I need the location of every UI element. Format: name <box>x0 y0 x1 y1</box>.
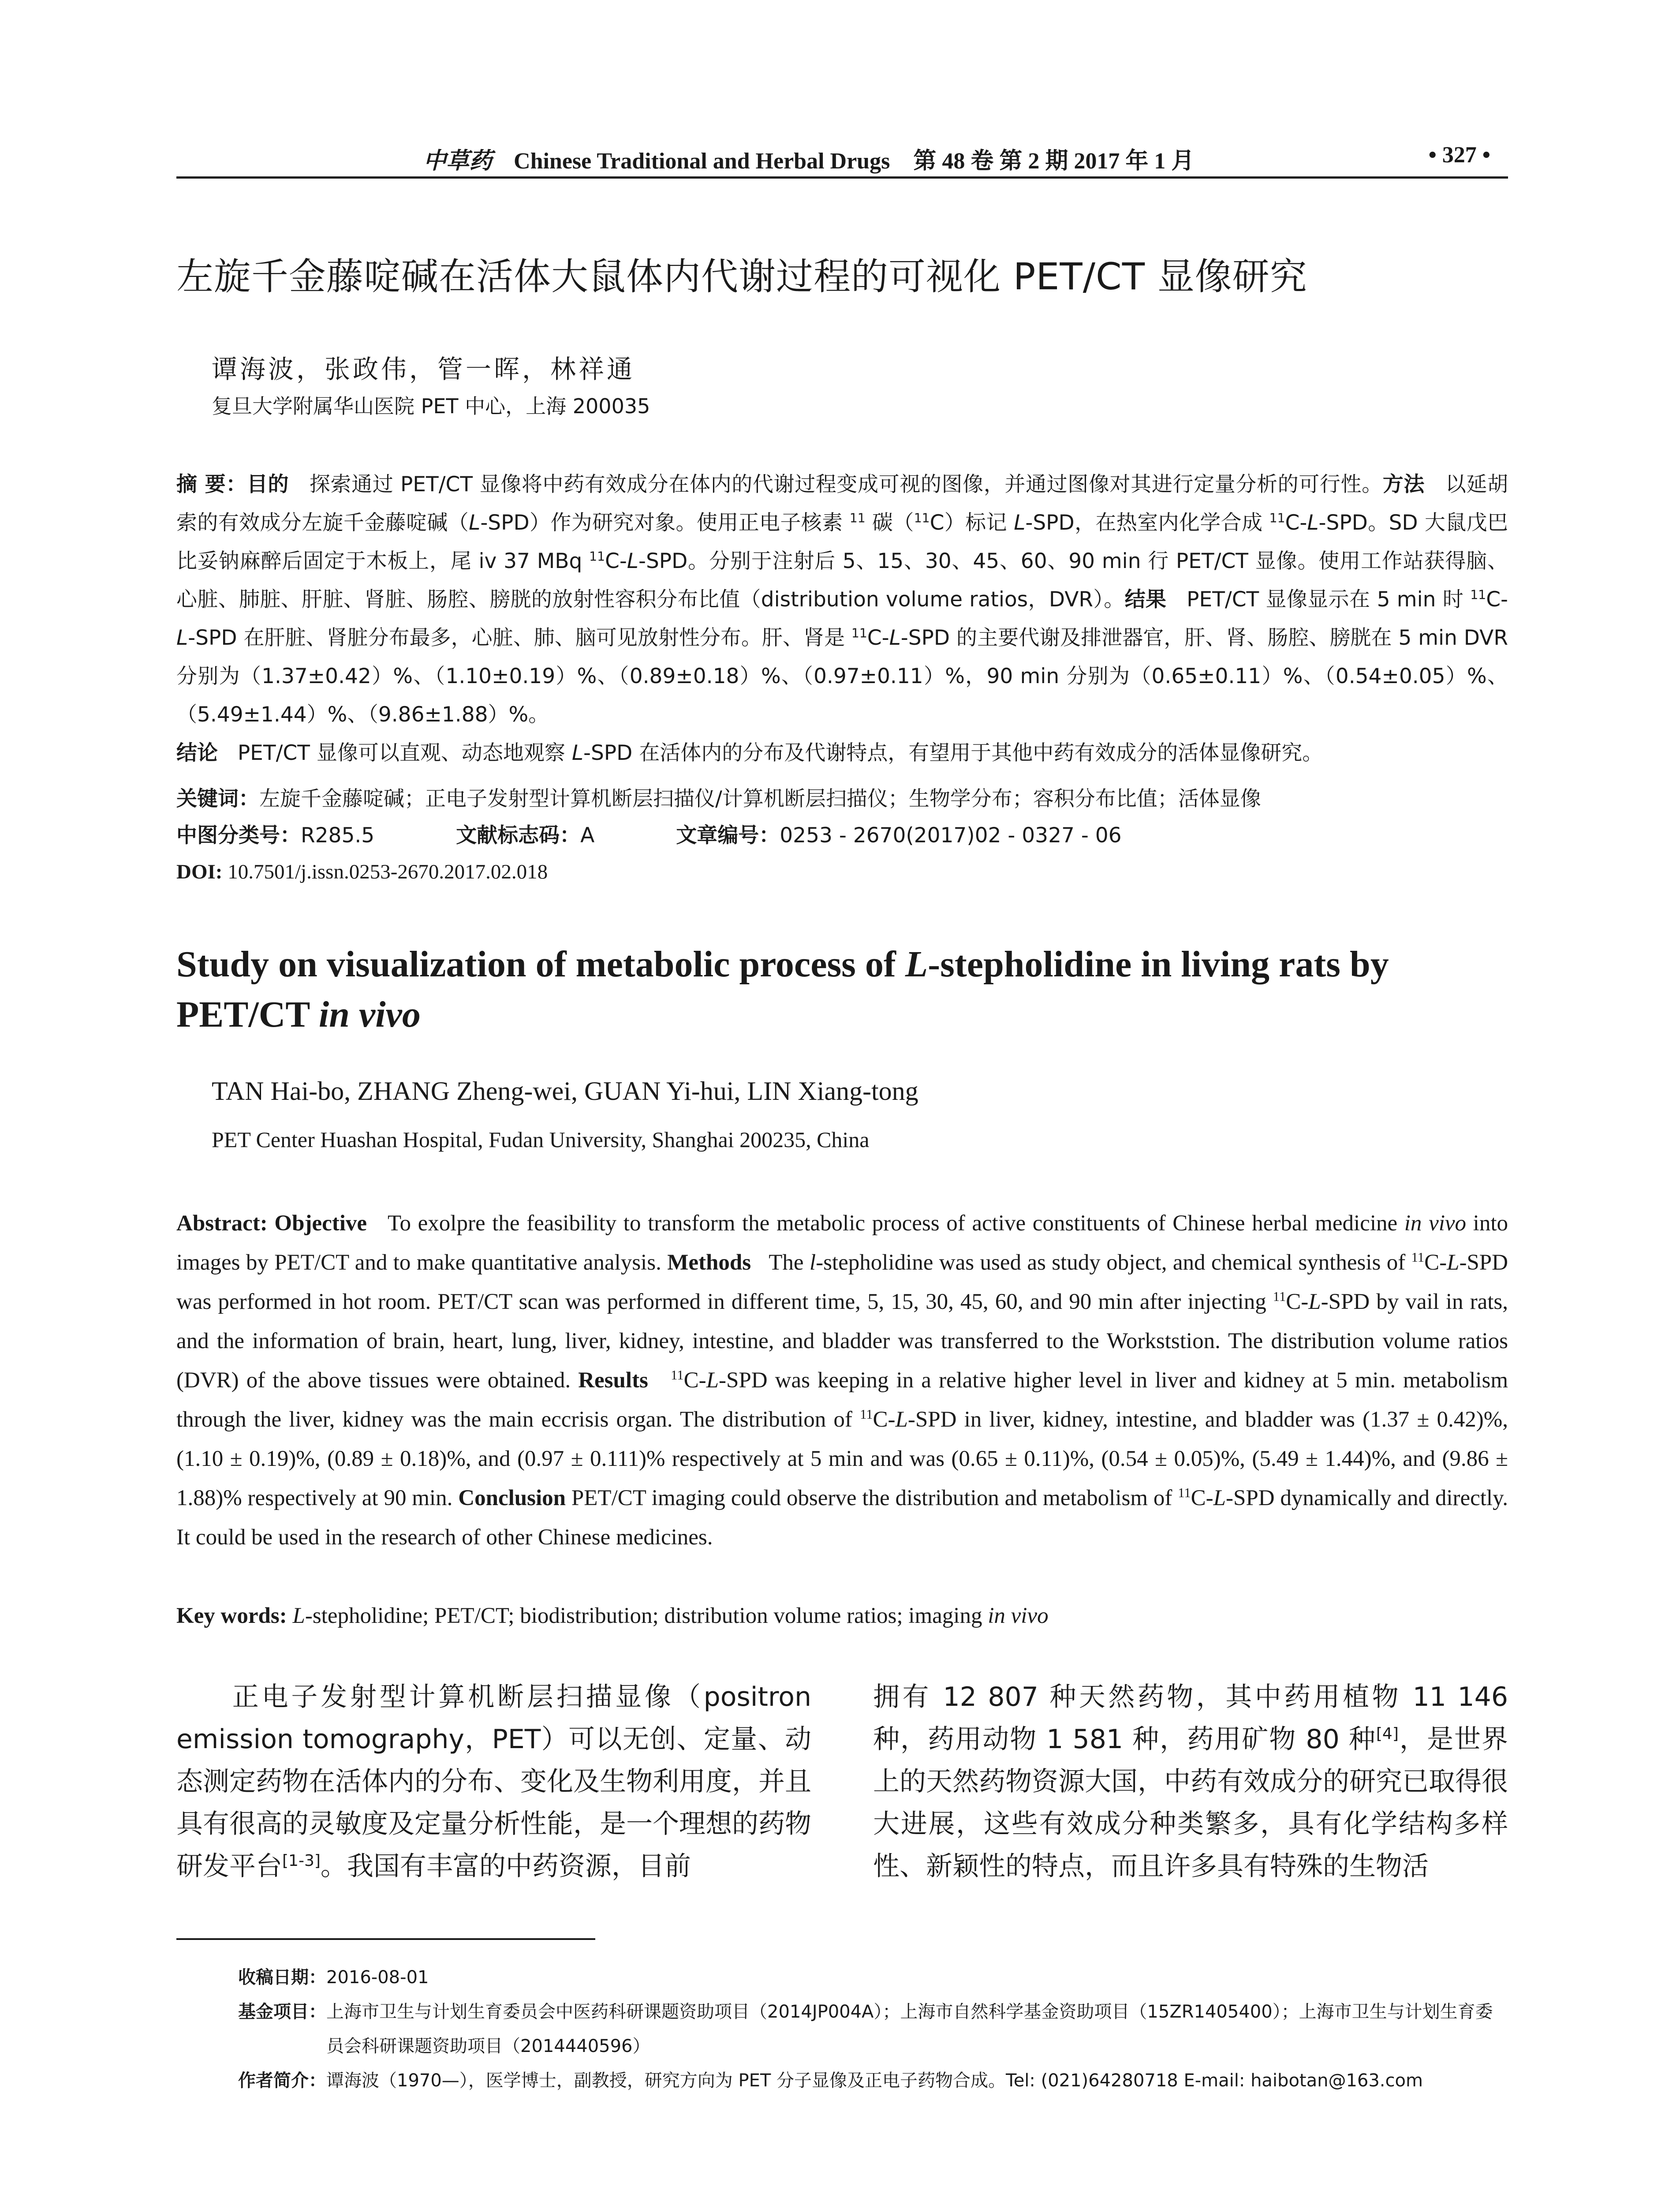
l-italic: l <box>809 1250 816 1275</box>
methods-text-cn: -SPD。SD 大鼠戊巴比妥钠麻醉后固定于木板上，尾 iv 37 MBq <box>176 511 1508 573</box>
l-italic: L <box>469 511 481 535</box>
funding-label: 基金项目： <box>238 2002 326 2022</box>
methods-text-cn: C- <box>605 549 627 573</box>
clc-value: R285.5 <box>301 823 375 848</box>
l-italic: L <box>292 1603 305 1628</box>
body-text: 。我国有丰富的中药资源，目前 <box>320 1851 691 1882</box>
l-italic: L <box>1014 511 1026 535</box>
methods-label-cn: 方法 <box>1382 472 1425 497</box>
author-label: 作者简介： <box>238 2070 326 2091</box>
objective-text-en: To exolpre the feasibility to transform the metabolic process of active constituents of Chinese herbal medicine <box>387 1211 1404 1236</box>
body-text: 正电子发射型计算机断层扫描显像（positron emission tomography，PET）可以无创、定量、动态测定药物在活体内的分布、变化及生物利用度，并且具有很高的灵敏度及定量分析性能，是一个理想的药物研发平台 <box>176 1682 811 1882</box>
title-en-part: Study on visualization of metabolic process of <box>176 944 905 985</box>
conclusion-label-cn: 结论 <box>176 741 218 765</box>
conclusion-text-en: C- <box>1191 1486 1213 1510</box>
methods-text-cn: 碳（ <box>865 511 914 535</box>
header-rule <box>176 176 1508 179</box>
methods-text-en: C- <box>1424 1250 1447 1275</box>
l-italic: L <box>176 626 188 650</box>
l-italic: L <box>1213 1486 1226 1510</box>
conclusion-text-cn: PET/CT 显像可以直观、动态地观察 <box>237 741 572 765</box>
journal-name-cn: 中草药 <box>423 149 493 174</box>
conclusion-label-en: Conclusion <box>458 1486 566 1510</box>
doi-row <box>176 854 1508 890</box>
isotope-mass: 11 <box>851 626 867 641</box>
journal-name <box>423 142 1194 175</box>
keywords-label-en: Key words: <box>176 1603 287 1628</box>
in-vivo-italic: in vivo <box>988 1603 1049 1628</box>
footnotes <box>238 1960 1508 2098</box>
doi-label: DOI: <box>176 860 223 883</box>
body-text: ，是世界上的天然药物资源大国，中药有效成分的研究已取得很大进展，这些有效成分种类繁多，具有化学结构多样性、新颖性的特点，而且许多具有特殊的生物活 <box>873 1724 1508 1882</box>
methods-text-en: C- <box>1286 1289 1309 1314</box>
l-italic: L <box>1308 1289 1321 1314</box>
results-text-cn: -SPD 在肝脏、肾脏分布最多，心脏、肺、脑可见放射性分布。肝、肾是 <box>188 626 851 650</box>
results-text-en: -SPD was keeping in a relative higher level in liver and kidney at 5 min. metabolism through the liver, kidney was the main eccrisis organ. The distribution of <box>176 1368 1508 1432</box>
isotope-mass: 11 <box>1269 511 1285 526</box>
methods-text-cn: -SPD。分别于注射后 5、15、30、45、60、90 min 行 PET/CT 显像。使用工作站获得脑、心脏、肺脏、肝脏、肾脏、肠腔、膀胱的放射性容积分布比值（distribution volume ratios，DVR）。 <box>176 549 1508 612</box>
results-label-cn: 结果 <box>1124 587 1167 612</box>
citation-ref[interactable]: [1-3] <box>282 1852 321 1870</box>
affiliation-en: PET Center Huashan Hospital, Fudan University, Shanghai 200235, China <box>212 1127 870 1152</box>
authors-cn: 谭海波，张政伟，管一晖，林祥通 <box>212 354 635 384</box>
body-column-right <box>873 1676 1508 1887</box>
article-no-label: 文章编号： <box>676 823 780 848</box>
classification-row <box>176 817 1508 854</box>
received-date: 2016-08-01 <box>326 1967 429 1988</box>
isotope-mass: 11 <box>1411 1250 1425 1265</box>
isotope-mass: 11 <box>1178 1485 1191 1500</box>
funding-text: 上海市卫生与计划生育委员会中医药科研课题资助项目（2014JP004A）；上海市自然科学基金资助项目（15ZR1405400）；上海市卫生与计划生育委员会科研课题资助项目（2014440596） <box>326 2002 1493 2056</box>
results-text-cn: PET/CT 显像显示在 5 min 时 <box>1187 587 1471 612</box>
isotope-mass: 11 <box>849 511 866 526</box>
citation-ref[interactable]: [4] <box>1376 1725 1399 1743</box>
title-en-italic: in vivo <box>318 994 421 1035</box>
methods-text-en: -stepholidine was used as study object, and chemical synthesis of <box>816 1250 1411 1275</box>
abstract-cn <box>176 465 1508 772</box>
journal-issue: 第 48 卷 第 2 期 2017 年 1 月 <box>913 149 1195 174</box>
authors-en: TAN Hai-bo, ZHANG Zheng-wei, GUAN Yi-hui, LIN Xiang-tong <box>212 1076 918 1106</box>
article-title-cn: 左旋千金藤啶碱在活体大鼠体内代谢过程的可视化 PET/CT 显像研究 <box>176 255 1307 298</box>
objective-text-cn: 探索通过 PET/CT 显像将中药有效成分在体内的代谢过程变成可视的图像，并通过图像对其进行定量分析的可行性。 <box>309 472 1383 497</box>
footnote-received <box>238 1960 1508 1995</box>
in-vivo-italic: in vivo <box>1404 1211 1467 1236</box>
keywords-en <box>176 1596 1508 1636</box>
isotope-mass: 11 <box>860 1407 873 1422</box>
article-meta-cn <box>176 781 1508 890</box>
objective-label-cn: 目的 <box>246 472 289 497</box>
results-text-cn: C- <box>1486 587 1508 612</box>
isotope-mass: 11 <box>1273 1289 1286 1304</box>
methods-text-en: -SPD by vail in rats, and the information of brain, heart, lung, liver, kidney, intestine, and bladder was transferred to the Workststion. The distribution volume ratios (DVR) of the above tissues were obtained. <box>176 1289 1508 1393</box>
methods-text-cn: -SPD）作为研究对象。使用正电子核素 <box>480 511 850 535</box>
doc-code-value: A <box>580 823 595 848</box>
methods-text-cn: C）标记 <box>930 511 1014 535</box>
affiliation-cn: 复旦大学附属华山医院 PET 中心，上海 200035 <box>212 394 650 418</box>
doc-code-label: 文献标志码： <box>456 823 581 848</box>
abstract-en <box>176 1204 1508 1557</box>
isotope-mass: 11 <box>671 1368 684 1383</box>
l-italic: L <box>889 626 901 650</box>
conclusion-text-en: -SPD dynamically and directly. It could be used in the research of other Chinese medicines. <box>176 1486 1508 1550</box>
abstract-label-en: Abstract: <box>176 1211 268 1236</box>
methods-text-cn: 以延胡索的有效成分左旋千金藤啶碱（ <box>176 472 1508 535</box>
methods-text-cn: -SPD，在热室内化学合成 <box>1025 511 1269 535</box>
l-italic: L <box>706 1368 719 1393</box>
l-italic: L <box>895 1407 908 1432</box>
objective-label-en: Objective <box>274 1211 367 1236</box>
clc-label: 中图分类号： <box>176 823 301 848</box>
footnote-funding <box>238 1995 1508 2063</box>
doi-link[interactable]: 10.7501/j.issn.0253-2670.2017.02.018 <box>222 860 548 883</box>
footnote-author <box>238 2063 1508 2098</box>
keywords-text-cn: 左旋千金藤啶碱；正电子发射型计算机断层扫描仪/计算机断层扫描仪；生物学分布；容积分布比值；活体显像 <box>259 787 1261 811</box>
methods-text-en: -SPD was performed in hot room. PET/CT scan was performed in different time, 5, 15, 30, 45, 60, and 90 min after injecting <box>176 1250 1508 1314</box>
abstract-label-cn: 摘 要： <box>176 472 247 497</box>
isotope-mass: 11 <box>589 549 605 564</box>
title-en-italic: L <box>905 944 928 985</box>
methods-text-cn: C- <box>1285 511 1307 535</box>
results-text-en: -SPD in liver, kidney, intestine, and bladder was (1.37 ± 0.42)%, (1.10 ± 0.19)%, (0.89 ± 0.18)%, and (0.97 ± 0.111)% respectively at 5 min and was (0.65 ± 0.11)%, (0.54 ± 0.05)%, (5.49 ± 1.44)%, and (9.86 ± 1.88)% respectively at 90 min. <box>176 1407 1508 1510</box>
conclusion-text-en: PET/CT imaging could observe the distribution and metabolism of <box>571 1486 1178 1510</box>
received-label: 收稿日期： <box>238 1967 326 1988</box>
results-text-cn: C- <box>867 626 889 650</box>
results-text-en: C- <box>873 1407 896 1432</box>
running-header <box>176 140 1508 180</box>
results-label-en: Results <box>578 1368 648 1393</box>
l-italic: L <box>627 549 638 573</box>
keywords-label-cn: 关键词： <box>176 787 259 811</box>
title-en-part: -stepholidine in living rats by PET/CT <box>176 944 1389 1035</box>
body-column-left <box>176 1676 811 1887</box>
article-no-value: 0253 - 2670(2017)02 - 0327 - 06 <box>780 823 1122 848</box>
article-title-en <box>176 939 1508 1040</box>
body-text: 拥有 12 807 种天然药物，其中药用植物 11 146 种，药用动物 1 581 种，药用矿物 80 种 <box>873 1682 1508 1755</box>
objective-text-en: into images by PET/CT and to make quantitative analysis. <box>176 1211 1508 1275</box>
l-italic: L <box>1447 1250 1460 1275</box>
results-text-cn: -SPD 的主要代谢及排泄器官，肝、肾、肠腔、膀胱在 5 min DVR 分别为（1.37±0.42）%、（1.10±0.19）%、（0.89±0.18）%、（0.97±0.11）%，90 min 分别为（0.65±0.11）%、（0.54±0.05）%、（5.49±1.44）%、（9.86±1.88）%。 <box>176 626 1508 727</box>
l-italic: L <box>571 741 584 765</box>
keywords-cn <box>176 781 1508 817</box>
l-italic: L <box>1307 511 1319 535</box>
page-number: • 327 • <box>1428 142 1490 168</box>
conclusion-text-cn: -SPD 在活体内的分布及代谢特点，有望用于其他中药有效成分的活体显像研究。 <box>583 741 1323 765</box>
keywords-text-en: -stepholidine; PET/CT; biodistribution; distribution volume ratios; imaging <box>305 1603 988 1628</box>
methods-label-en: Methods <box>667 1250 751 1275</box>
isotope-mass: 11 <box>1470 587 1486 602</box>
author-bio: 谭海波（1970—），医学博士，副教授，研究方向为 PET 分子显像及正电子药物合成。Tel: (021)64280718 E-mail: haibotan@163.com <box>326 2070 1423 2091</box>
footnote-rule <box>176 1938 595 1940</box>
isotope-mass: 11 <box>914 511 930 526</box>
methods-text-en: The <box>769 1250 810 1275</box>
results-text-en: C- <box>683 1368 706 1393</box>
journal-name-en: Chinese Traditional and Herbal Drugs <box>514 149 890 174</box>
